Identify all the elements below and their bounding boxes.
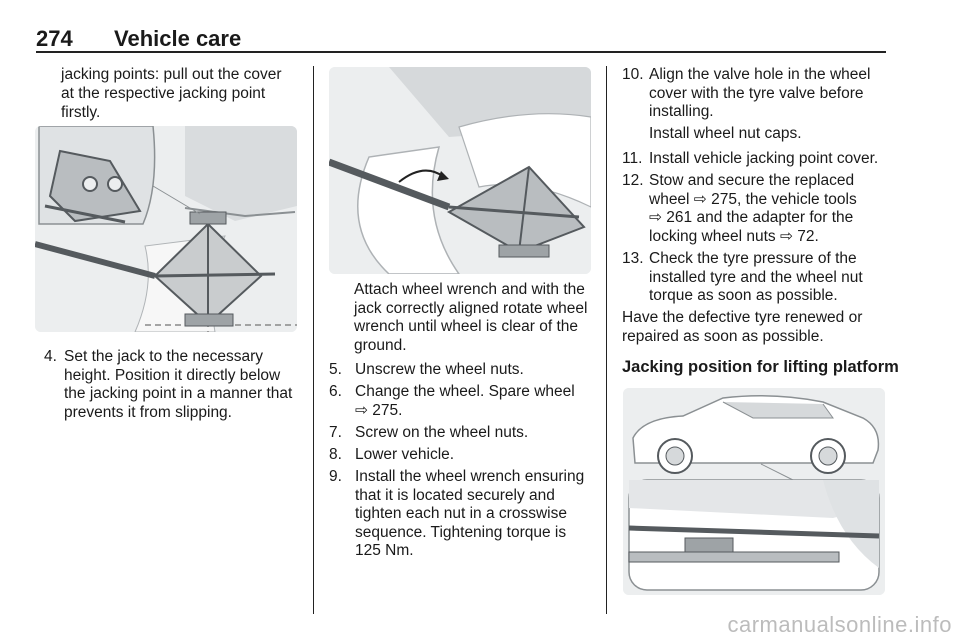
step-text: tighten each nut in a crosswise xyxy=(355,505,567,522)
step-text: height. Position it directly below xyxy=(64,366,281,384)
step-text: Unscrew the wheel nuts. xyxy=(355,361,524,378)
step-text: Install the wheel wrench ensuring xyxy=(355,468,585,485)
step-number: 4. xyxy=(44,348,57,365)
caption-line: ground. xyxy=(354,336,407,354)
lifting-platform-illustration xyxy=(623,388,885,595)
intro-text-line3: firstly. xyxy=(61,104,101,121)
repair-note xyxy=(622,309,892,346)
step-number: 8. xyxy=(329,446,342,463)
note-line: repaired as soon as possible. xyxy=(622,327,824,345)
step-number: 5. xyxy=(329,361,342,378)
step-number: 7. xyxy=(329,424,342,441)
step-number: 13. xyxy=(622,250,644,267)
step-text: locking wheel nuts ⇨ 72. xyxy=(649,227,819,245)
step-text: ⇨ 261 and the adapter for the xyxy=(649,209,854,226)
caption-line: wrench until wheel is clear of the xyxy=(354,318,579,335)
jack-jacking-point-illustration xyxy=(35,126,297,332)
header-divider xyxy=(36,51,886,53)
step-text: Install vehicle jacking point cover. xyxy=(649,150,879,167)
caption-line: jack correctly aligned rotate wheel xyxy=(354,299,588,317)
step-text: ⇨ 275. xyxy=(355,401,403,419)
step-text: Set the jack to the necessary xyxy=(64,348,264,365)
step-text: Check the tyre pressure of the xyxy=(649,250,857,267)
step-text: that it is located securely and xyxy=(355,486,555,504)
step-number: 10. xyxy=(622,66,644,83)
step-text: Align the valve hole in the wheel xyxy=(649,66,871,83)
step-text: the jacking point in a manner that xyxy=(64,385,293,402)
column-divider-1 xyxy=(313,66,314,614)
step-text: installed tyre and the wheel nut xyxy=(649,268,863,286)
caption-line: Attach wheel wrench and with the xyxy=(354,281,585,298)
step-text: 125 Nm. xyxy=(355,542,414,559)
step-text: Screw on the wheel nuts. xyxy=(355,424,529,441)
step-text: sequence. Tightening torque is xyxy=(355,523,567,541)
step-number: 12. xyxy=(622,172,644,189)
page-header xyxy=(36,26,886,52)
step-text: Change the wheel. Spare wheel xyxy=(355,383,575,400)
step-text: installing. xyxy=(649,103,714,120)
column-divider-2 xyxy=(606,66,607,614)
page-number: 274 xyxy=(36,26,73,51)
step-text: prevents it from slipping. xyxy=(64,403,232,421)
step-text: torque as soon as possible. xyxy=(649,287,838,304)
step-text: cover with the tyre valve before xyxy=(649,84,864,102)
intro-text-line2: at the respective jacking point xyxy=(61,85,266,102)
note-line: Have the defective tyre renewed or xyxy=(622,309,863,326)
wheel-wrench-jack-illustration xyxy=(329,67,591,274)
step-number: 11. xyxy=(622,150,643,167)
caption-wheel-wrench xyxy=(354,281,599,355)
step-text: wheel ⇨ 275, the vehicle tools xyxy=(649,190,857,208)
section-title: Vehicle care xyxy=(114,26,242,51)
step-number: 6. xyxy=(329,383,342,400)
step-text: Stow and secure the replaced xyxy=(649,172,855,189)
step-number: 9. xyxy=(329,468,342,485)
lifting-platform-heading: Jacking position for lifting platform xyxy=(622,358,899,376)
step-text: Install wheel nut caps. xyxy=(649,125,802,142)
watermark: carmanualsonline.info xyxy=(727,612,952,637)
intro-text-line1: jacking points: pull out the cover xyxy=(61,66,282,83)
step-text: Lower vehicle. xyxy=(355,446,455,463)
